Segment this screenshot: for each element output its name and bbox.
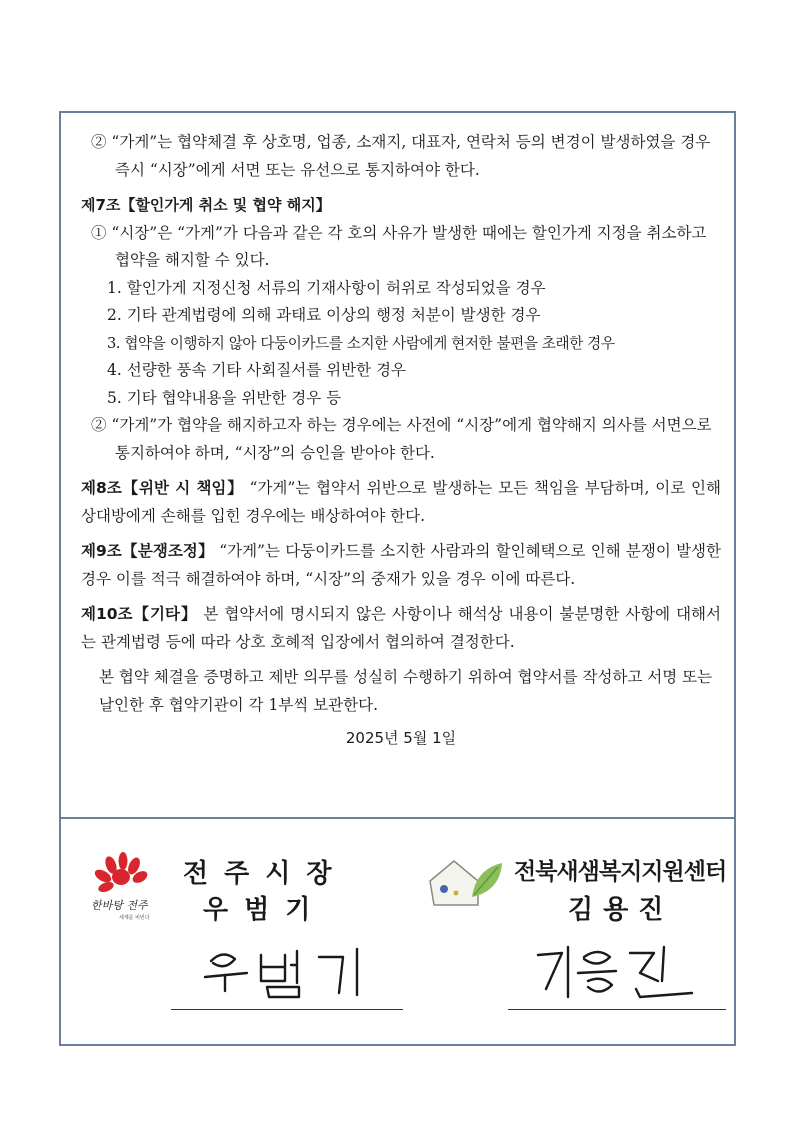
signature-divider	[61, 817, 734, 819]
article7-heading: 제7조【할인가게 취소 및 협약 해지】	[81, 196, 331, 214]
agreement-date: 2025년 5월 1일	[345, 729, 457, 747]
right-party-title: 전북새샘복지지원센터	[514, 859, 727, 885]
agreement-body	[81, 129, 721, 753]
document-frame	[59, 111, 736, 1046]
article9-text: “가게”는 다둥이카드를 소지한 사람과의 할인혜택으로 인해 분쟁이 발생한 경우 이를 적극 해결하여야 하며, “시장”의 중재가 있을 경우 이에 따른다.	[81, 542, 721, 588]
article10-heading: 제10조【기타】	[81, 605, 198, 623]
right-handwritten-signature	[532, 941, 702, 1001]
article7-item-3: 3. 협약을 이행하지 않아 다둥이카드를 소지한 사람에게 현저한 불편을 초래한 경우	[107, 334, 615, 352]
left-party-title: 전주시장	[183, 859, 348, 889]
article8	[81, 475, 721, 530]
jeonju-city-logo	[83, 851, 169, 923]
welfare-center-logo	[426, 851, 506, 911]
jeonju-logo-subtext: 세계를 비빈다	[119, 915, 150, 921]
article9	[81, 538, 721, 593]
left-signature-line	[171, 1009, 403, 1010]
article10-text: 본 협약서에 명시되지 않은 사항이나 해석상 내용이 불분명한 사항에 대해서는 관계법령 등에 따라 상호 호혜적 입장에서 협의하여 결정한다.	[81, 605, 722, 651]
article6-para2: ② “가게”는 협약체결 후 상호명, 업종, 소재지, 대표자, 연락처 등의 변경이 발생하였을 경우 즉시 “시장”에게 서면 또는 유선으로 통지하여야 한다.	[91, 133, 711, 179]
article8-text: “가게”는 협약서 위반으로 발생하는 모든 책임을 부담하며, 이로 인해 상대방에게 손해를 입힌 경우에는 배상하여야 한다.	[81, 479, 721, 525]
article7-item-4: 4. 선량한 풍속 기타 사회질서를 위반한 경우	[107, 361, 406, 379]
article10	[81, 601, 721, 656]
closing-statement: 본 협약 체결을 증명하고 제반 의무를 성실히 수행하기 위하여 협약서를 작성하고 서명 또는 날인한 후 협약기관이 각 1부씩 보관한다.	[99, 668, 713, 714]
left-handwritten-signature	[201, 941, 371, 1001]
left-party-name: 우범기	[203, 895, 327, 925]
article7-item-1: 1. 할인가게 지정신청 서류의 기재사항이 허위로 작성되었을 경우	[107, 278, 546, 297]
article7-item-2: 2. 기타 관계법령에 의해 과태료 이상의 행정 처분이 발생한 경우	[107, 306, 541, 324]
article8-heading: 제8조【위반 시 책임】	[81, 479, 244, 497]
right-signature-line	[508, 1009, 726, 1010]
jeonju-logo-text: 한바탕 전주	[91, 899, 148, 912]
article9-heading: 제9조【분쟁조정】	[81, 542, 214, 560]
article7-para2: ② “가게”가 협약을 해지하고자 하는 경우에는 사전에 “시장”에게 협약해지 의사를 서면으로 통지하여야 하며, “시장”의 승인을 받아야 한다.	[91, 416, 712, 462]
right-party-name: 김용진	[568, 895, 674, 925]
article7-para1: ① “시장”은 “가게”가 다음과 같은 각 호의 사유가 발생한 때에는 할인가게 지정을 취소하고 협약을 해지할 수 있다.	[91, 223, 707, 269]
article7-item-5: 5. 기타 협약내용을 위반한 경우 등	[107, 388, 342, 407]
